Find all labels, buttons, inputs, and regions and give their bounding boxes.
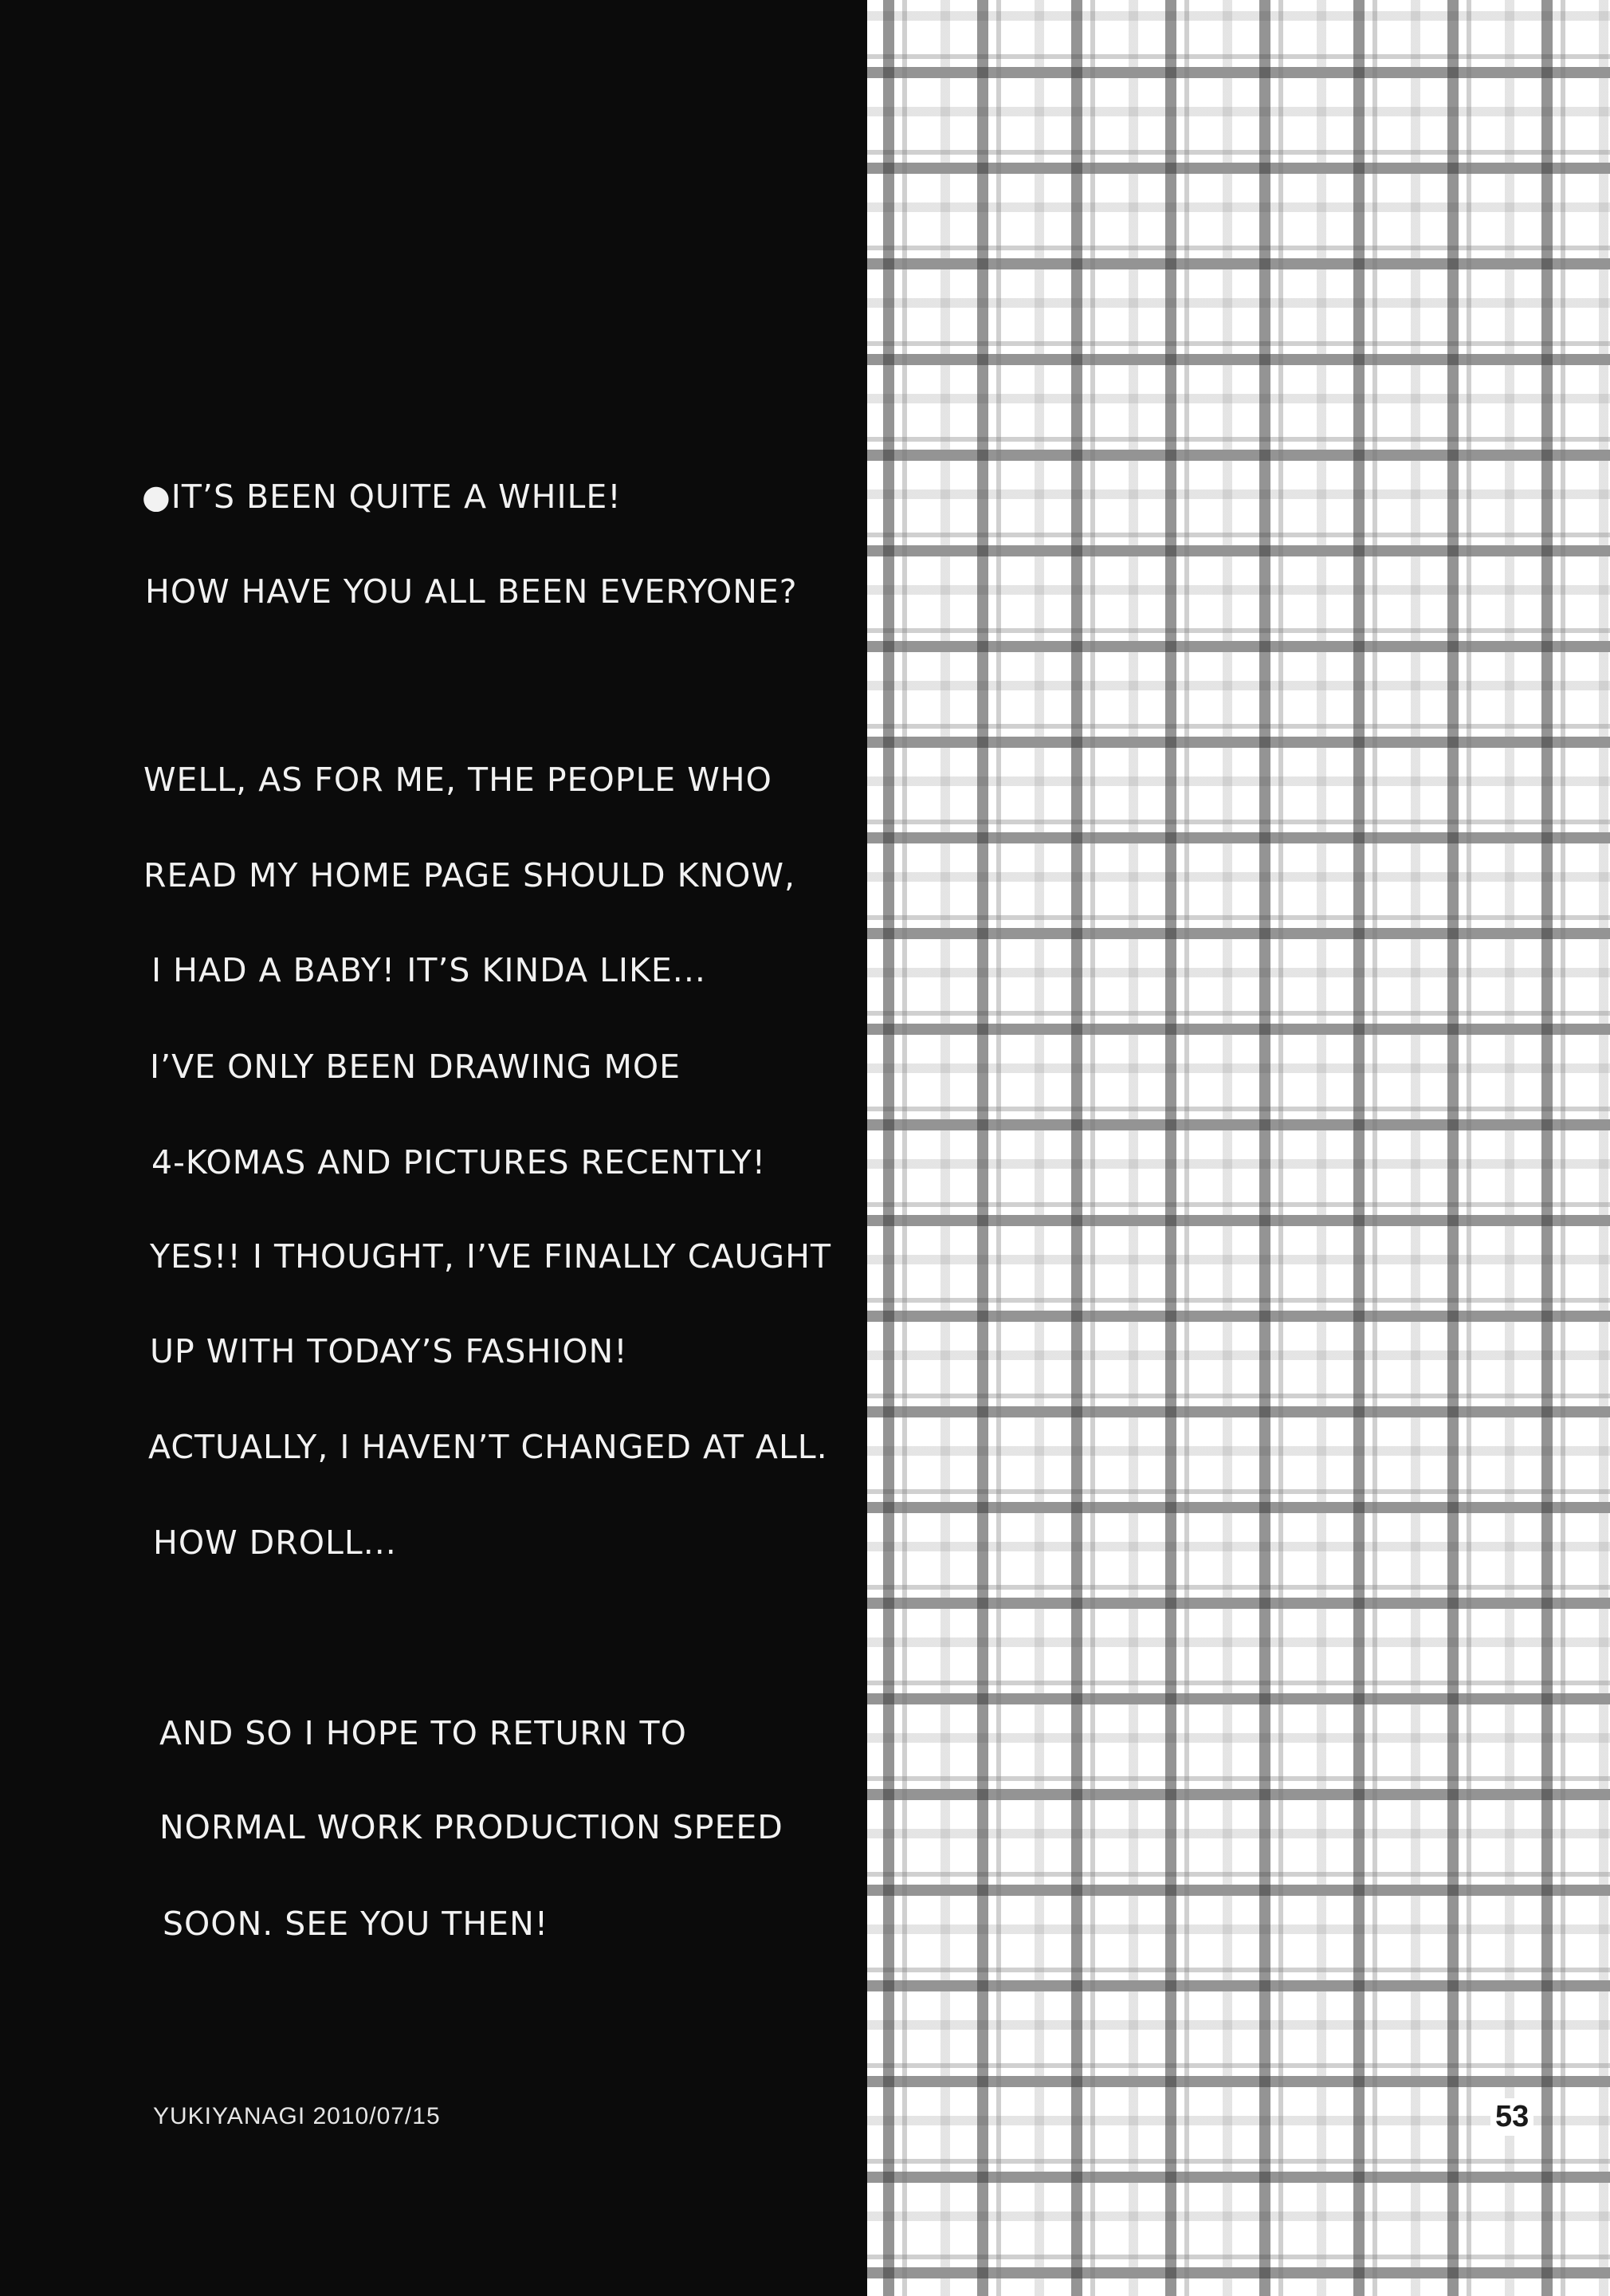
afterword-line: I’VE ONLY BEEN DRAWING MOE bbox=[150, 1048, 681, 1086]
afterword-line: NORMAL WORK PRODUCTION SPEED bbox=[159, 1808, 783, 1846]
afterword-line: HOW HAVE YOU ALL BEEN EVERYONE? bbox=[145, 572, 798, 611]
afterword-line: HOW DROLL... bbox=[153, 1523, 397, 1562]
afterword-line: ACTUALLY, I HAVEN’T CHANGED AT ALL. bbox=[148, 1428, 828, 1466]
author-date-credit: YUKIYANAGI 2010/07/15 bbox=[153, 2103, 441, 2129]
afterword-line: UP WITH TODAY’S FASHION! bbox=[150, 1332, 628, 1370]
afterword-line: 4-KOMAS AND PICTURES RECENTLY! bbox=[151, 1143, 767, 1181]
afterword-line: I HAD A BABY! IT’S KINDA LIKE... bbox=[151, 951, 706, 989]
page-number: 53 bbox=[1490, 2098, 1533, 2136]
afterword-line: SOON. SEE YOU THEN! bbox=[163, 1905, 549, 1943]
plaid-pattern-background bbox=[867, 0, 1610, 2296]
afterword-line: ●IT’S BEEN QUITE A WHILE! bbox=[142, 478, 622, 516]
afterword-line: AND SO I HOPE TO RETURN TO bbox=[159, 1714, 687, 1752]
afterword-line: READ MY HOME PAGE SHOULD KNOW, bbox=[143, 856, 796, 894]
afterword-line: WELL, AS FOR ME, THE PEOPLE WHO bbox=[143, 761, 772, 799]
afterword-line: YES!! I THOUGHT, I’VE FINALLY CAUGHT bbox=[150, 1237, 832, 1276]
